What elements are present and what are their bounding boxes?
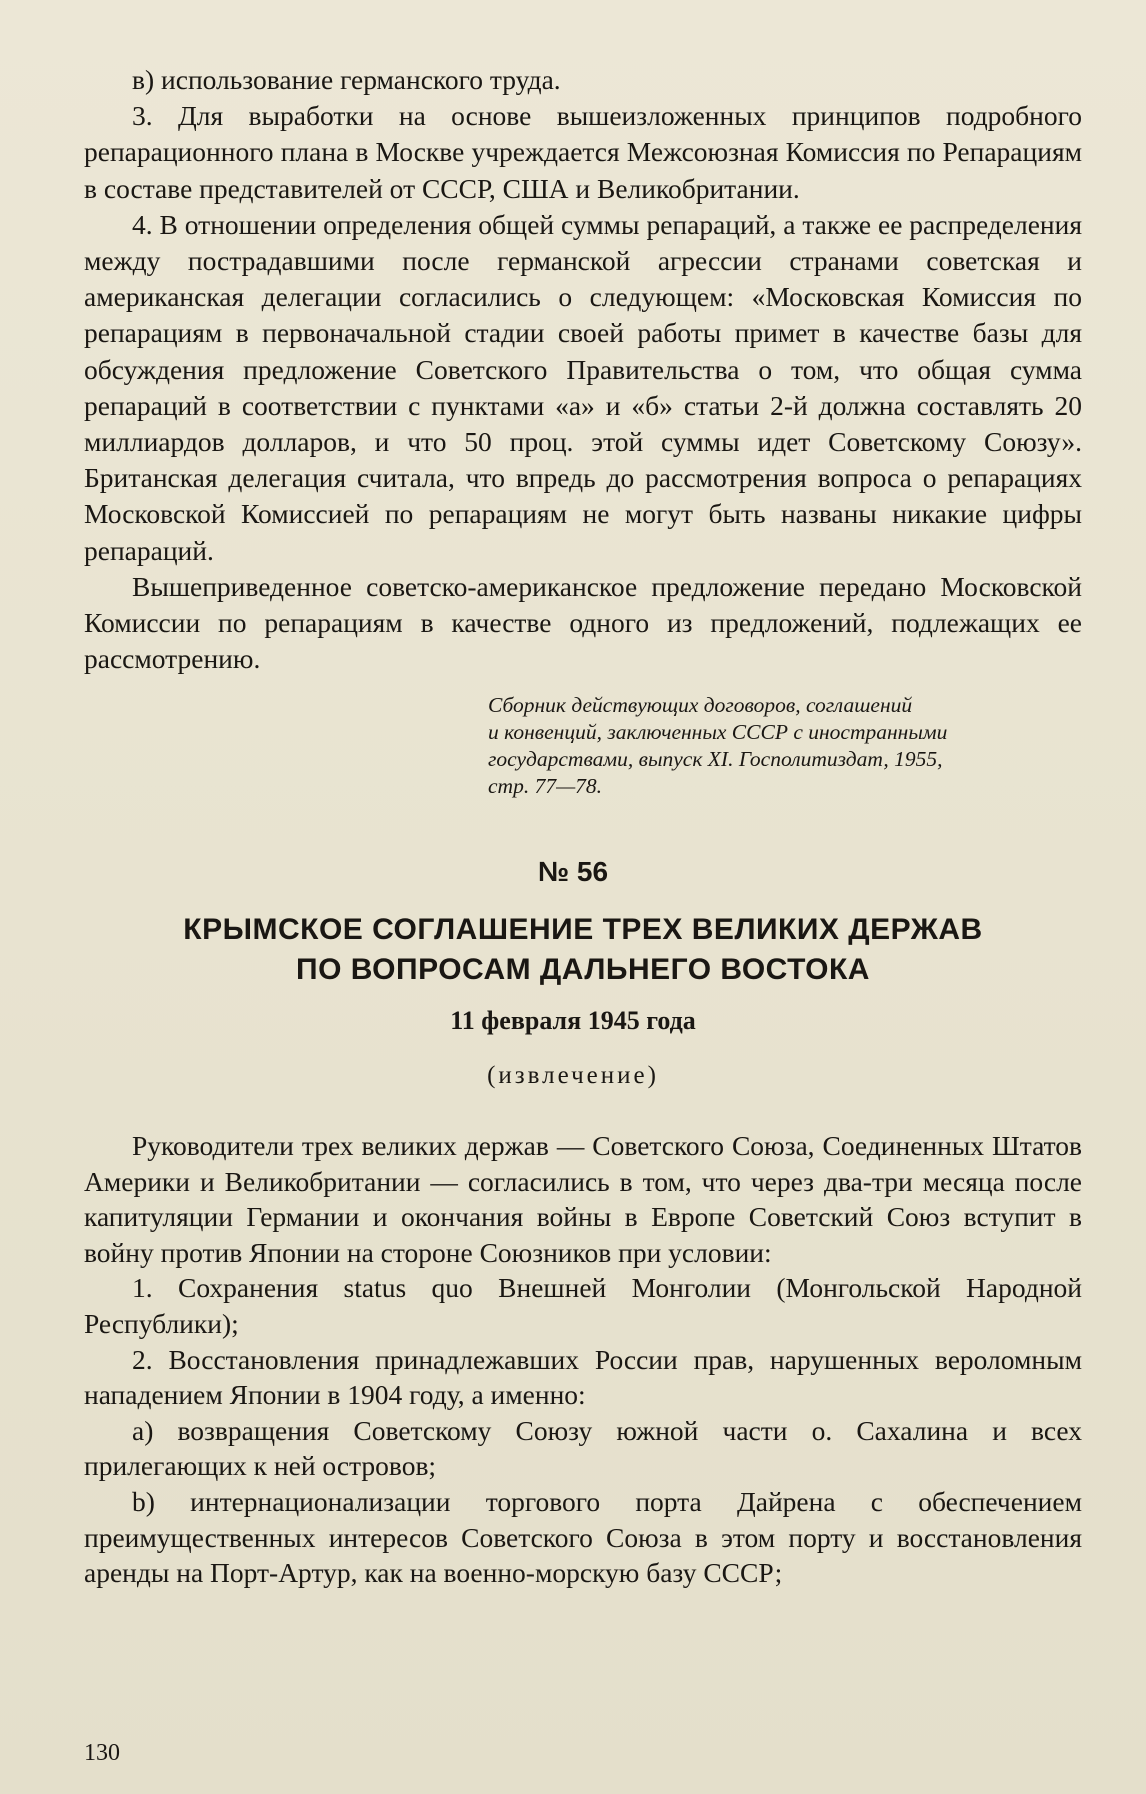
- title-line: КРЫМСКОЕ СОГЛАШЕНИЕ ТРЕХ ВЕЛИКИХ ДЕРЖАВ: [183, 913, 983, 946]
- citation-line: государствами, выпуск XI. Госполитиздат, 1955,: [488, 747, 943, 771]
- document-body: [84, 1128, 1082, 1591]
- source-citation: [488, 692, 1082, 800]
- citation-line: и конвенций, заключенных СССР с иностранными: [488, 720, 948, 744]
- paragraph: 4. В отношении определения общей суммы репараций, а также ее распределения между пострадавшими после германской агрессии странами советская и американская делегации согласились о следующем: «Московская Комиссия по репарациям в первоначальной стадии своей работы примет в качестве базы для обсуждения предложение Советского Правительства о том, что общая сумма репараций в соответствии с пунктами «а» и «б» статьи 2-й должна составлять 20 миллиардов долларов, и что 50 проц. этой суммы идет Советскому Союзу». Британская делегация считала, что впредь до рассмотрения вопроса о репарациях Московской Комиссией по репарациям не могут быть названы никакие цифры репараций.: [84, 208, 1082, 566]
- citation-line: Сборник действующих договоров, соглашений: [488, 693, 913, 717]
- document-number: № 56: [537, 856, 609, 887]
- paragraph: а) возвращения Советскому Союзу южной части о. Сахалина и всех прилегающих к ней островов;: [84, 1414, 1082, 1482]
- paragraph: Вышеприведенное советско-американское предложение передано Московской Комиссии по репарациям в качестве одного из предложений, подлежащих ее рассмотрению.: [84, 570, 1082, 675]
- previous-document-tail: [84, 62, 1082, 677]
- citation-line: стр. 77—78.: [488, 774, 603, 798]
- paragraph: 1. Сохранения status quo Внешней Монголии (Монгольской Народной Республики);: [84, 1272, 1082, 1339]
- page-number: 130: [84, 1740, 120, 1766]
- paragraph: Руководители трех великих держав — Советского Союза, Соединенных Штатов Америки и Великобритании — согласились в том, что через два-три месяца после капитуляции Германии и окончания войны в Европе Советский Союз вступит в войну против Японии на стороне Союзников при условии:: [84, 1130, 1082, 1268]
- paragraph: 2. Восстановления принадлежавших России прав, нарушенных вероломным нападением Японии в 1904 году, а именно:: [84, 1343, 1082, 1411]
- title-line: ПО ВОПРОСАМ ДАЛЬНЕГО ВОСТОКА: [296, 953, 870, 986]
- paragraph: 3. Для выработки на основе вышеизложенных принципов подробного репарационного плана в Москве учреждается Межсоюзная Комиссия по Репарациям в составе представителей от СССР, США и Великобритании.: [84, 100, 1082, 204]
- document-title: [84, 910, 1082, 990]
- document-date: 11 февраля 1945 года: [450, 1006, 696, 1035]
- extract-note: (извлечение): [487, 1062, 659, 1089]
- paragraph: b) интернационализации торгового порта Дайрена с обеспечением преимущественных интересов Советского Союза в этом порту и восстановления аренды на Порт-Артур, как на военно-морскую базу СССР;: [84, 1485, 1082, 1589]
- paragraph: в) использование германского труда.: [132, 64, 561, 95]
